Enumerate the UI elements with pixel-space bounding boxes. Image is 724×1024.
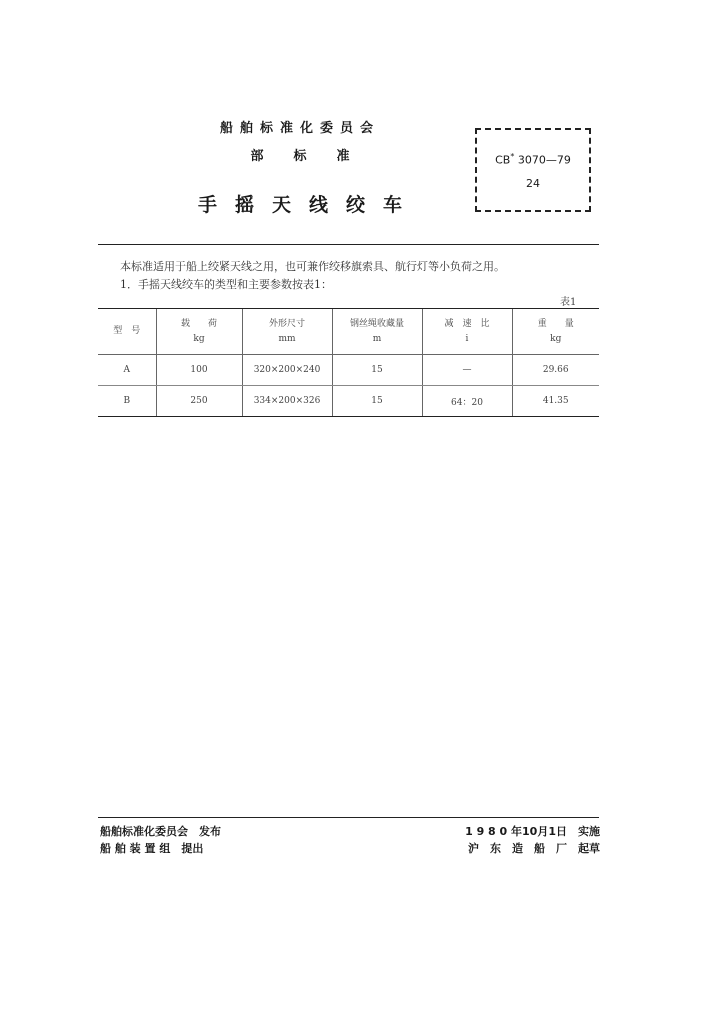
standard-sub-number: 24: [526, 177, 540, 190]
header-weight: 重 量 kg: [512, 309, 599, 355]
table-row: [98, 386, 599, 417]
cell-model: A: [98, 355, 156, 386]
cell-reduction-ratio: —: [422, 355, 512, 386]
committee-name: 船舶标准化委员会: [219, 121, 380, 136]
cell-dimensions: 334×200×326: [242, 386, 332, 417]
cell-rope-capacity: 15: [332, 355, 422, 386]
header-dimensions: 外形尺寸 mm: [242, 309, 332, 355]
footer-divider: [98, 817, 599, 818]
drafter: 沪 东 造 船 厂 起草: [468, 842, 600, 855]
header-divider: [98, 244, 599, 245]
standard-code: CB* 3070—79: [495, 152, 571, 167]
cell-rope-capacity: 15: [332, 386, 422, 417]
standard-number-box: [475, 128, 591, 212]
cell-reduction-ratio: 64：20: [422, 386, 512, 417]
effective-date: 1 9 8 0 年10月1日 实施: [465, 825, 600, 838]
clause-1: 1．手摇天线绞车的类型和主要参数按表1：: [120, 278, 332, 291]
cell-load: 250: [156, 386, 242, 417]
table-caption: 表1: [560, 297, 577, 308]
intro-paragraph: 本标准适用于船上绞紧天线之用，也可兼作绞移旗索具、航行灯等小负荷之用。: [120, 260, 505, 273]
header-reduction-ratio: 减 速 比 i: [422, 309, 512, 355]
standard-level: 部标准: [250, 149, 380, 164]
table-header-row: [98, 309, 599, 355]
header-rope-capacity: 钢丝绳收藏量 m: [332, 309, 422, 355]
parameters-table: [98, 308, 599, 417]
proposer: 船 舶 装 置 组 提出: [100, 842, 204, 855]
table-row: [98, 355, 599, 386]
cell-dimensions: 320×200×240: [242, 355, 332, 386]
issuer: 船舶标准化委员会 发布: [100, 825, 221, 838]
cell-weight: 41.35: [512, 386, 599, 417]
cell-model: B: [98, 386, 156, 417]
document-title: 手摇天线绞车: [197, 194, 420, 216]
header-load: 载 荷 kg: [156, 309, 242, 355]
cell-weight: 29.66: [512, 355, 599, 386]
cell-load: 100: [156, 355, 242, 386]
header-model: 型 号: [98, 309, 156, 355]
